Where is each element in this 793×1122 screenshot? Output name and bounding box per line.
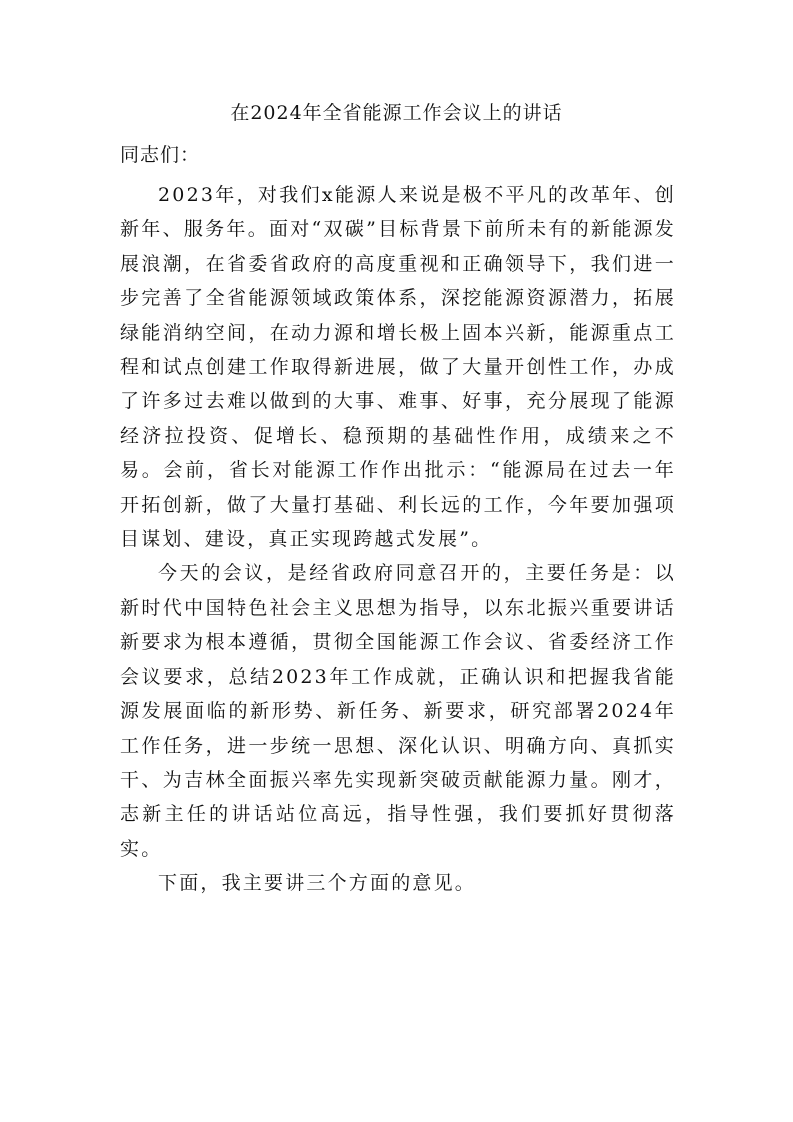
paragraph-1: 2023年，对我们x能源人来说是极不平凡的改革年、创新年、服务年。面对“双碳”目标背景下前所未有的新能源发展浪潮，在省委省政府的高度重视和正确领导下，我们进一步完善了全省能源领域政策体系，深挖能源资源潜力，拓展绿能消纳空间，在动力源和增长极上固本兴新，能源重点工程和试点创建工作取得新进展，做了大量开创性工作，办成了许多过去难以做到的大事、难事、好事，充分展现了能源经济拉投资、促增长、稳预期的基础性作用，成绩来之不易。会前，省长对能源工作作出批示：“能源局在过去一年开拓创新，做了大量打基础、利长远的工作，今年要加强项目谋划、建设，真正实现跨越式发展”。 (120, 184, 676, 551)
paragraph-2: 今天的会议，是经省政府同意召开的，主要任务是：以新时代中国特色社会主义思想为指导，以东北振兴重要讲话新要求为根本遵循，贯彻全国能源工作会议、省委经济工作会议要求，总结2023年工作成就，正确认识和把握我省能源发展面临的新形势、新任务、新要求，研究部署2024年工作任务，进一步统一思想、深化认识、明确方向、真抓实干、为吉林全面振兴率先实现新突破贡献能源力量。刚才，志新主任的讲话站位高远，指导性强，我们要抓好贯彻落实。 (120, 562, 676, 860)
salutation: 同志们： (120, 144, 201, 166)
paragraph-3: 下面，我主要讲三个方面的意见。 (158, 872, 477, 895)
document-body (120, 178, 676, 901)
document-title: 在2024年全省能源工作会议上的讲话 (230, 102, 563, 124)
